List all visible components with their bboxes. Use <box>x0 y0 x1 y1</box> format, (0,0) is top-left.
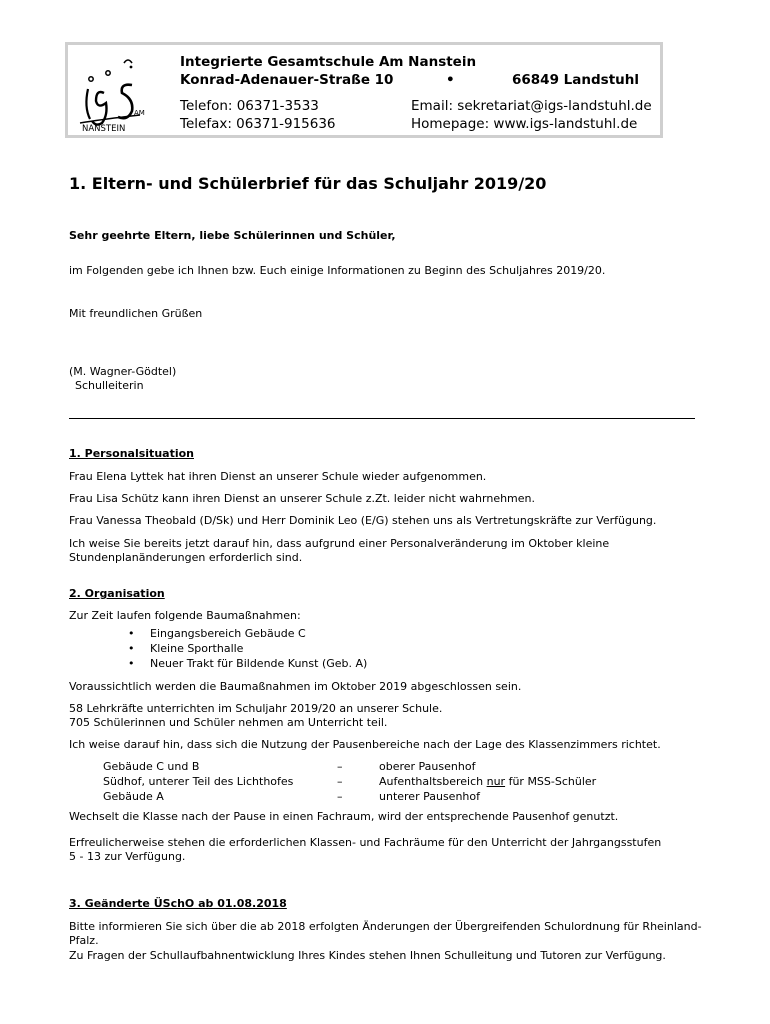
dash-cell: – <box>337 760 343 773</box>
section2-breaks-intro: Ich weise darauf hin, dass sich die Nutzung der Pausenbereiche nach der Lage des Klassenzimmers richtet. <box>69 738 661 751</box>
section2-rooms-a: Erfreulicherweise stehen die erforderlichen Klassen- und Fachräume für den Unterricht der Jahrgangsstufen <box>69 836 662 849</box>
section3-p1a: Bitte informieren Sie sich über die ab 2018 erfolgten Änderungen der Übergreifenden Schulordnung für Rheinland- <box>69 920 702 933</box>
building-cell: Gebäude A <box>103 790 164 803</box>
list-item: • Neuer Trakt für Bildende Kunst (Geb. A) <box>128 656 367 671</box>
area-cell: Aufenthaltsbereich nur für MSS-Schüler <box>379 775 597 788</box>
section2-heading: 2. Organisation <box>69 587 165 600</box>
construction-list <box>128 626 367 671</box>
street: Konrad-Adenauer-Straße 10 <box>180 72 394 88</box>
section2-rooms-b: 5 - 13 zur Verfügung. <box>69 850 186 863</box>
table-row <box>103 789 663 804</box>
table-row <box>103 759 663 774</box>
letterhead <box>65 42 663 138</box>
homepage-link[interactable]: Homepage: www.igs-landstuhl.de <box>411 116 638 132</box>
building-cell: Gebäude C und B <box>103 760 200 773</box>
list-item: • Eingangsbereich Gebäude C <box>128 626 367 641</box>
section3-heading: 3. Geänderte ÜSchO ab 01.08.2018 <box>69 897 287 910</box>
signature-name: (M. Wagner-Gödtel) <box>69 365 177 378</box>
break-areas-table <box>103 759 663 804</box>
section1-heading: 1. Personalsituation <box>69 447 194 460</box>
section1-p4a: Ich weise Sie bereits jetzt darauf hin, dass aufgrund einer Personalveränderung im Oktober kleine <box>69 537 610 550</box>
email-link[interactable]: Email: sekretariat@igs-landstuhl.de <box>411 98 652 114</box>
school-logo <box>74 49 150 133</box>
svg-text:AM: AM <box>134 109 145 117</box>
section2-change: Wechselt die Klasse nach der Pause in einen Fachraum, wird der entsprechende Pausenhof genutzt. <box>69 810 619 823</box>
table-row <box>103 774 663 789</box>
section1-p1: Frau Elena Lyttek hat ihren Dienst an unserer Schule wieder aufgenommen. <box>69 470 487 483</box>
city: 66849 Landstuhl <box>512 72 639 88</box>
phone: Telefon: 06371-3533 <box>180 98 319 114</box>
section3-p2: Zu Fragen der Schullaufbahnentwicklung Ihres Kindes stehen Ihnen Schulleitung und Tutoren zur Verfügung. <box>69 949 666 962</box>
svg-text:NANSTEIN: NANSTEIN <box>82 124 126 133</box>
section2-completion: Voraussichtlich werden die Baumaßnahmen im Oktober 2019 abgeschlossen sein. <box>69 680 522 693</box>
list-item: • Kleine Sporthalle <box>128 641 367 656</box>
section2-students: 705 Schülerinnen und Schüler nehmen am Unterricht teil. <box>69 716 388 729</box>
section2-teachers: 58 Lehrkräfte unterrichten im Schuljahr 2019/20 an unserer Schule. <box>69 702 443 715</box>
section1-p3: Frau Vanessa Theobald (D/Sk) und Herr Dominik Leo (E/G) stehen uns als Vertretungskräfte zur Verfügung. <box>69 514 657 527</box>
section1-p2: Frau Lisa Schütz kann ihren Dienst an unserer Schule z.Zt. leider nicht wahrnehmen. <box>69 492 536 505</box>
dash-cell: – <box>337 775 343 788</box>
contact-right <box>411 97 652 133</box>
area-cell: unterer Pausenhof <box>379 790 480 803</box>
closing: Mit freundlichen Grüßen <box>69 307 203 320</box>
section1-p4b: Stundenplanänderungen erforderlich sind. <box>69 551 303 564</box>
greeting: Sehr geehrte Eltern, liebe Schülerinnen und Schüler, <box>69 229 396 242</box>
section3-p1b: Pfalz. <box>69 934 99 947</box>
signature-role: Schulleiterin <box>75 379 144 392</box>
area-cell: oberer Pausenhof <box>379 760 476 773</box>
document-title: 1. Eltern- und Schülerbrief für das Schuljahr 2019/20 <box>69 174 547 193</box>
separator-dot: • <box>446 72 455 88</box>
contact-left <box>180 97 336 133</box>
school-name: Integrierte Gesamtschule Am Nanstein <box>180 54 477 70</box>
intro-text: im Folgenden gebe ich Ihnen bzw. Euch einige Informationen zu Beginn des Schuljahres 2019/20. <box>69 264 606 277</box>
building-cell: Südhof, unterer Teil des Lichthofes <box>103 775 294 788</box>
divider-line <box>69 418 695 419</box>
section2-intro: Zur Zeit laufen folgende Baumaßnahmen: <box>69 609 301 622</box>
fax: Telefax: 06371-915636 <box>180 116 336 132</box>
dash-cell: – <box>337 790 343 803</box>
